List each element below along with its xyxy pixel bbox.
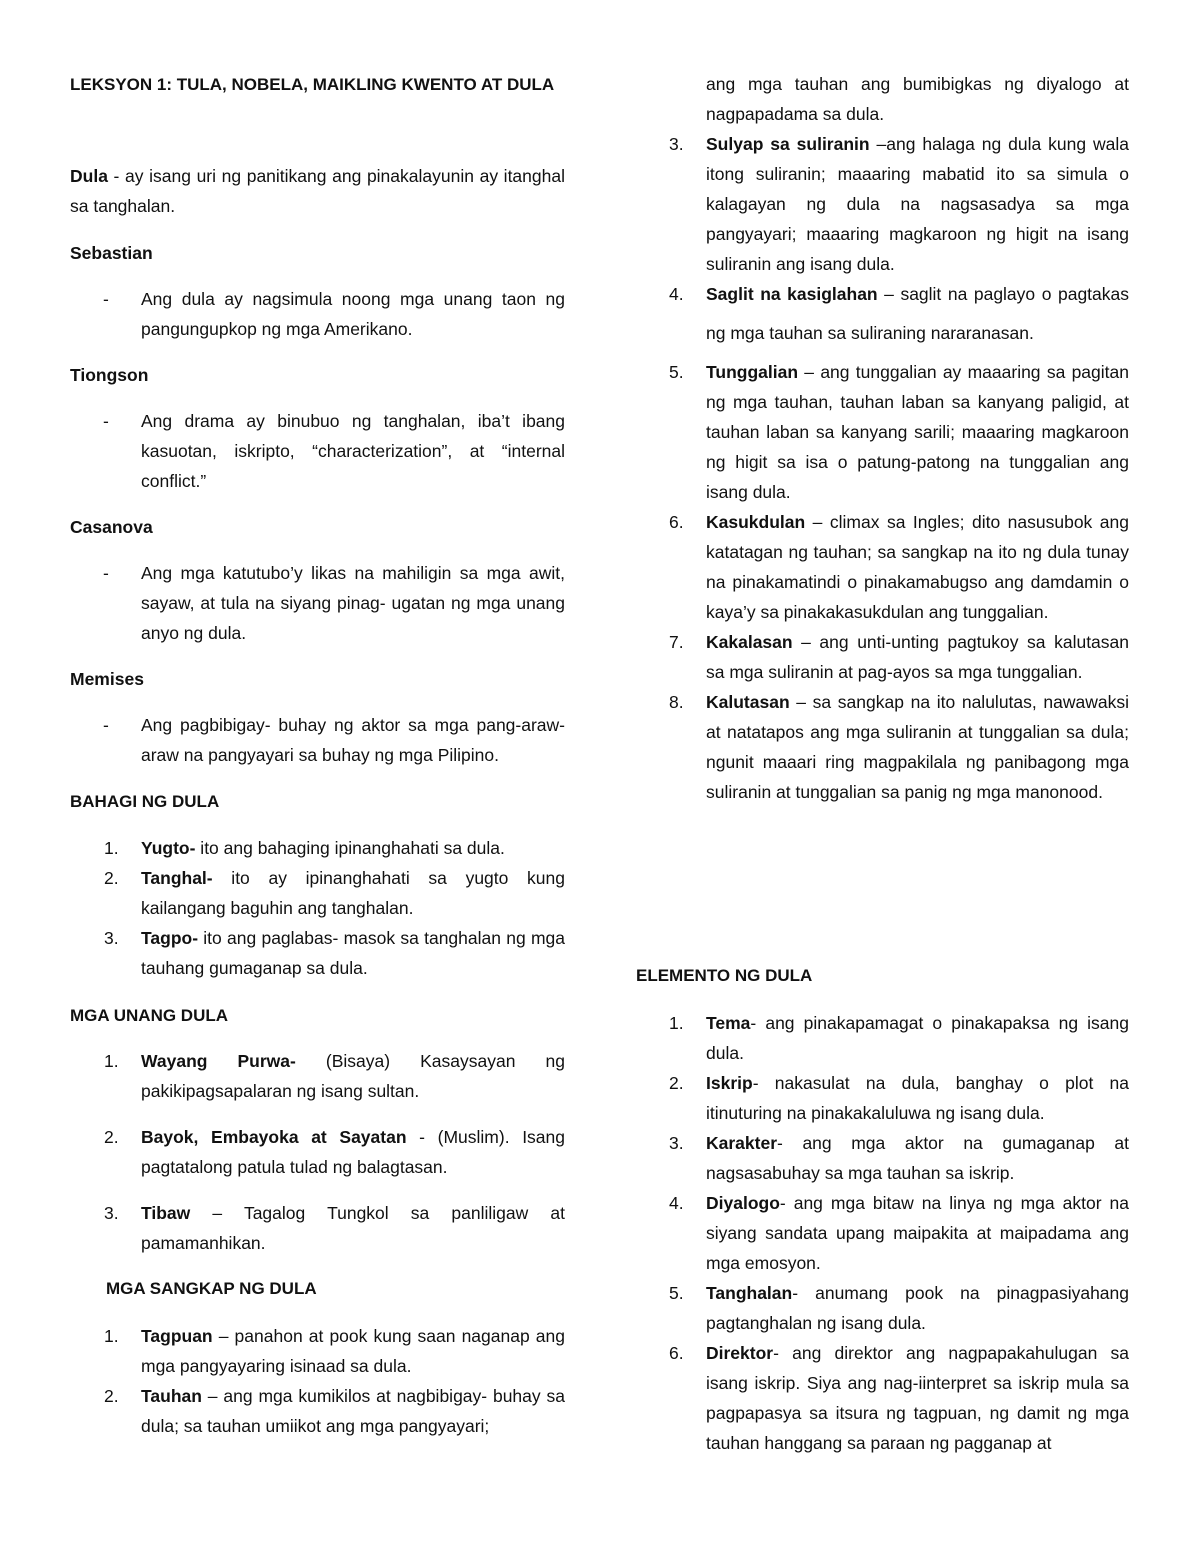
list-item [636, 1068, 1129, 1128]
item-text: - anumang pook na pinagpasiyahang pagtanghalan ng isang dula. [706, 1283, 1129, 1333]
item-term: Saglit na kasiglahan [706, 284, 878, 304]
item-number: 1. [104, 838, 119, 858]
item-number: 2. [104, 868, 119, 888]
item-number: 8. [669, 692, 684, 712]
dula-definition-text: - ay isang uri ng panitikang ang pinakalayunin ay itanghal sa tanghalan. [70, 166, 565, 216]
item-text: – saglit na paglayo o pagtakas ng mga tauhan sa suliraning nararanasan. [706, 284, 1129, 343]
item-text: –ang halaga ng dula kung wala itong suliranin; maaaring mabatid ito sa simula o kalagayan ng dula na nagsasadya sa mga pangyayari; maaaring magkaroon ng higit na isang suliranin ang isang dula. [706, 134, 1129, 274]
list-item [70, 1198, 565, 1258]
item-number: 4. [669, 284, 684, 304]
author-name: Sebastian [70, 243, 153, 263]
item-number: 5. [669, 1283, 684, 1303]
list-item [70, 1321, 565, 1381]
author-quote: - Ang dula ay nagsimula noong mga unang taon ng pangungupkop ng mga Amerikano. [70, 284, 565, 344]
item-number: 6. [669, 512, 684, 532]
item-number: 3. [669, 134, 684, 154]
item-number: 3. [104, 1203, 119, 1223]
item-text: – ang unti-unting pagtukoy sa kalutasan sa mga suliranin at pag-ayos sa mga tunggalian. [706, 632, 1129, 682]
item-number: 1. [104, 1051, 119, 1071]
author-quote: - Ang drama ay binubuo ng tanghalan, iba’t ibang kasuotan, iskripto, “characterization”, at “internal conflict.” [70, 406, 565, 496]
list-item [636, 1338, 1129, 1458]
item-term: Diyalogo [706, 1193, 780, 1213]
item-term: Kasukdulan [706, 512, 806, 532]
item-term: Sulyap sa suliranin [706, 134, 870, 154]
item-term: Tanghal- [141, 868, 213, 888]
item-number: 2. [104, 1386, 119, 1406]
list-item [636, 1008, 1129, 1068]
list-item [636, 129, 1129, 279]
sangkap-list-left [70, 1321, 565, 1441]
list-item [636, 507, 1129, 627]
item-term: Tagpuan [141, 1326, 213, 1346]
item-term: Yugto- [141, 838, 196, 858]
list-item [70, 1122, 565, 1182]
item-text: - (Muslim). Isang pagtatalong patula tulad ng balagtasan. [141, 1127, 566, 1177]
list-item [70, 1046, 565, 1106]
author-quote: - Ang mga katutubo’y likas na mahiligin sa mga awit, sayaw, at tula na siyang pinag- ugatan ng mga unang anyo ng dula. [70, 558, 565, 648]
item-text: – sa sangkap na ito nalulutas, nawawaksi at natatapos ang mga suliranin at tunggalian sa dula; ngunit maaari ring magpakilala ng panibagong mga suliranin at tunggalian sa panig ng mga manonood. [706, 692, 1129, 802]
item-term: Kakalasan [706, 632, 793, 652]
item-number: 5. [669, 362, 684, 382]
author-name: Tiongson [70, 365, 149, 385]
dula-definition [70, 161, 565, 221]
list-item [70, 1381, 565, 1441]
item-text: ito ang paglabas- masok sa tanghalan ng mga tauhang gumaganap sa dula. [141, 928, 565, 978]
item-term: Bayok, Embayoka at Sayatan [141, 1127, 407, 1147]
list-item [636, 275, 1129, 353]
item-number: 2. [669, 1073, 684, 1093]
item-term: Iskrip [706, 1073, 753, 1093]
item-text: - ang mga aktor na gumaganap at nagsasabuhay sa mga tauhan sa iskrip. [706, 1133, 1129, 1183]
item-term: Karakter [706, 1133, 778, 1153]
item-term: Tagpo- [141, 928, 199, 948]
item-text: ito ay ipinanghahati sa yugto kung kailangang baguhin ang tanghalan. [141, 868, 565, 918]
list-item [636, 357, 1129, 507]
author-quote: - Ang pagbibigay- buhay ng aktor sa mga pang-araw-araw na pangyayari sa buhay ng mga Pilipino. [70, 710, 565, 770]
list-item-continued [636, 69, 1129, 129]
list-item [636, 687, 1129, 807]
item-term: Tibaw [141, 1203, 191, 1223]
item-text: – Tagalog Tungkol sa panliligaw at pamamanhikan. [141, 1203, 565, 1253]
item-text: – ang mga kumikilos at nagbibigay- buhay sa dula; sa tauhan umiikot ang mga pangyayari; [141, 1386, 565, 1436]
item-number: 4. [669, 1193, 684, 1213]
section-heading: MGA SANGKAP NG DULA [106, 1279, 317, 1298]
item-term: Tunggalian [706, 362, 799, 382]
item-term: Tanghalan [706, 1283, 793, 1303]
item-text: – panahon at pook kung saan naganap ang mga pangyayaring isinaad sa dula. [141, 1326, 565, 1376]
item-term: Direktor [706, 1343, 774, 1363]
item-term: Tema [706, 1013, 751, 1033]
item-text: (Bisaya) Kasaysayan ng pakikipagsapalaran ng isang sultan. [141, 1051, 565, 1101]
list-item [70, 833, 565, 863]
item-text: – ang tunggalian ay maaaring sa pagitan ng mga tauhan, tauhan laban sa kanyang paligid, at tauhan laban sa kanyang sarili; maaaring magkaroon ng higit sa isa o patung-patong na tunggalian ang isang dula. [706, 362, 1129, 502]
sangkap-list-right [636, 69, 1129, 807]
item-term: Tauhan [141, 1386, 202, 1406]
elemento-list [636, 1008, 1129, 1458]
list-item [636, 1278, 1129, 1338]
item-number: 2. [104, 1127, 119, 1147]
bahagi-list [70, 833, 565, 983]
item-number: 1. [104, 1326, 119, 1346]
item-term: Kalutasan [706, 692, 790, 712]
item-text: ang mga tauhan ang bumibigkas ng diyalogo at nagpapadama sa dula. [706, 74, 1129, 124]
item-text: – climax sa Ingles; dito nasusubok ang katatagan ng tauhan; sa sangkap na ito ng dula tunay na pinakamatindi o pinakamabugso ang damdamin o kaya’y sa pinakakasukdulan ang tunggalian. [706, 512, 1129, 622]
author-name: Casanova [70, 517, 153, 537]
item-number: 6. [669, 1343, 684, 1363]
section-heading: MGA UNANG DULA [70, 1006, 229, 1025]
section-heading: ELEMENTO NG DULA [636, 966, 813, 985]
dula-term: Dula [70, 166, 108, 186]
list-item [70, 923, 565, 983]
list-item [636, 1128, 1129, 1188]
list-item [70, 863, 565, 923]
author-name: Memises [70, 669, 144, 689]
item-number: 3. [669, 1133, 684, 1153]
item-number: 3. [104, 928, 119, 948]
list-item [636, 627, 1129, 687]
item-text: - ang mga bitaw na linya ng mga aktor na siyang sandata upang maipakita at maipadama ang mga emosyon. [706, 1193, 1129, 1273]
item-number: 7. [669, 632, 684, 652]
list-item [636, 1188, 1129, 1278]
item-number: 1. [669, 1013, 684, 1033]
item-text: - ang pinakapamagat o pinakapaksa ng isang dula. [706, 1013, 1129, 1063]
item-text: ito ang bahaging ipinanghahati sa dula. [195, 838, 505, 858]
section-heading: BAHAGI NG DULA [70, 792, 220, 811]
page-title: LEKSYON 1: TULA, NOBELA, MAIKLING KWENTO AT DULA [70, 75, 555, 94]
item-text: - ang direktor ang nagpapakahulugan sa isang iskrip. Siya ang nag-iinterpret sa iskrip mula sa pagpapasya sa itsura ng tagpuan, ng damit ng mga tauhan hanggang sa paraan ng pagganap at [706, 1343, 1129, 1453]
item-text: - nakasulat na dula, banghay o plot na itinuturing na pinakakaluluwa ng isang dula. [706, 1073, 1129, 1123]
item-term: Wayang Purwa- [141, 1051, 296, 1071]
